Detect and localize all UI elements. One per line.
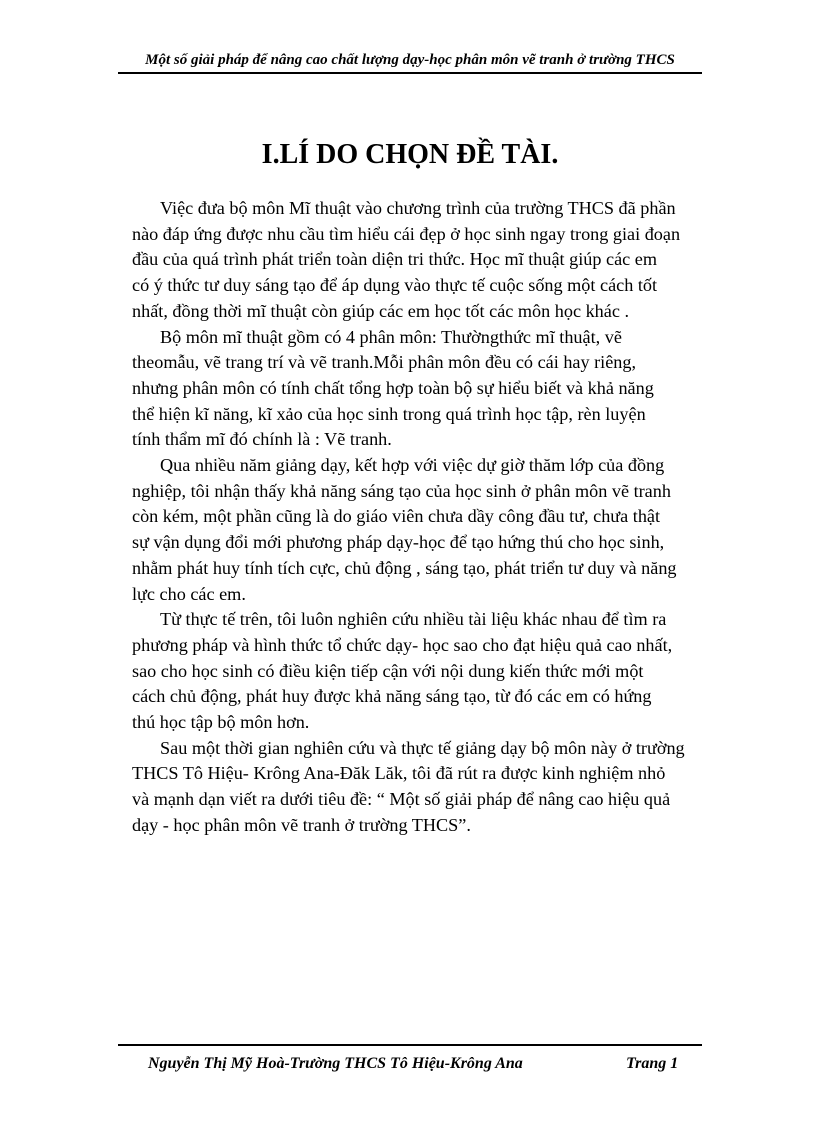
text-line: còn kém, một phần cũng là do giáo viên chưa dầy công đầu tư, chưa thật [132,506,661,527]
text-line: Qua nhiều năm giảng dạy, kết hợp với việc dự giờ thăm lớp của đồng [160,455,665,476]
paragraph-3 [132,453,726,607]
text-line: nào đáp ứng được nhu cầu tìm hiểu cái đẹp ở học sinh ngay trong giai đoạn [132,223,681,244]
text-line: nhưng phân môn có tính chất tổng hợp toàn bộ sự hiểu biết và khả năng [132,377,654,398]
text-line: THCS Tô Hiệu- Krông Ana-Đăk Lăk, tôi đã rút ra được kinh nghiệm nhỏ [132,763,666,784]
text-line: lực cho các em. [132,583,246,604]
text-line: đầu của quá trình phát triển toàn diện tri thức. Học mĩ thuật giúp các em [132,249,658,270]
text-line: sao cho học sinh có điều kiện tiếp cận với nội dung kiến thức mới một [132,660,644,681]
paragraph-2 [132,325,726,454]
text-line: Sau một thời gian nghiên cứu và thực tế giảng dạy bộ môn này ở trường [160,737,685,758]
paragraph-4 [132,607,726,736]
text-line: và mạnh dạn viết ra dưới tiêu đề: “ Một số giải pháp để nâng cao hiệu quả [132,789,671,810]
text-line: Từ thực tế trên, tôi luôn nghiên cứu nhiều tài liệu khác nhau để tìm ra [160,609,667,630]
text-line: Bộ môn mĩ thuật gồm có 4 phân môn: Thườngthức mĩ thuật, vẽ [160,326,622,347]
paragraph-5 [132,736,726,839]
text-line: theomẫu, vẽ trang trí và vẽ tranh.Mỗi phân môn đều có cái hay riêng, [132,352,637,373]
text-line: sự vận dụng đổi mới phương pháp dạy-học để tạo hứng thú cho học sinh, [132,532,665,553]
text-line: dạy - học phân môn vẽ tranh ở trường THCS”. [132,814,471,835]
text-line: tính thẩm mĩ đó chính là : Vẽ tranh. [132,429,392,450]
text-line: nghiệp, tôi nhận thấy khả năng sáng tạo của học sinh ở phân môn vẽ tranh [132,480,671,501]
text-line: cách chủ động, phát huy được khả năng sáng tạo, từ đó các em có hứng [132,686,652,707]
text-line: có ý thức tư duy sáng tạo để áp dụng vào thực tế cuộc sống một cách tốt [132,275,658,296]
footer-author: Nguyễn Thị Mỹ Hoà-Trường THCS Tô Hiệu-Krông Ana [148,1055,523,1072]
text-line: nhằm phát huy tính tích cực, chủ động , sáng tạo, phát triển tư duy và năng [132,557,677,578]
section-title: I.LÍ DO CHỌN ĐỀ TÀI. [261,139,559,170]
footer-divider [118,1044,702,1046]
text-line: thể hiện kĩ năng, kĩ xảo của học sinh trong quá trình học tập, rèn luyện [132,403,646,424]
page-number: Trang 1 [626,1055,679,1072]
document-body [132,196,726,839]
text-line: Việc đưa bộ môn Mĩ thuật vào chương trình của trường THCS đã phần [160,198,676,218]
text-line: phương pháp và hình thức tổ chức dạy- học sao cho đạt hiệu quả cao nhất, [132,634,673,655]
paragraph-1 [132,196,726,325]
text-line: thú học tập bộ môn hơn. [132,712,310,733]
text-line: nhất, đồng thời mĩ thuật còn giúp các em học tốt các môn học khác . [132,300,630,321]
header-divider [118,72,702,74]
running-header: Một số giải pháp để nâng cao chất lượng dạy-học phân môn vẽ tranh ở trường THCS [145,52,675,68]
